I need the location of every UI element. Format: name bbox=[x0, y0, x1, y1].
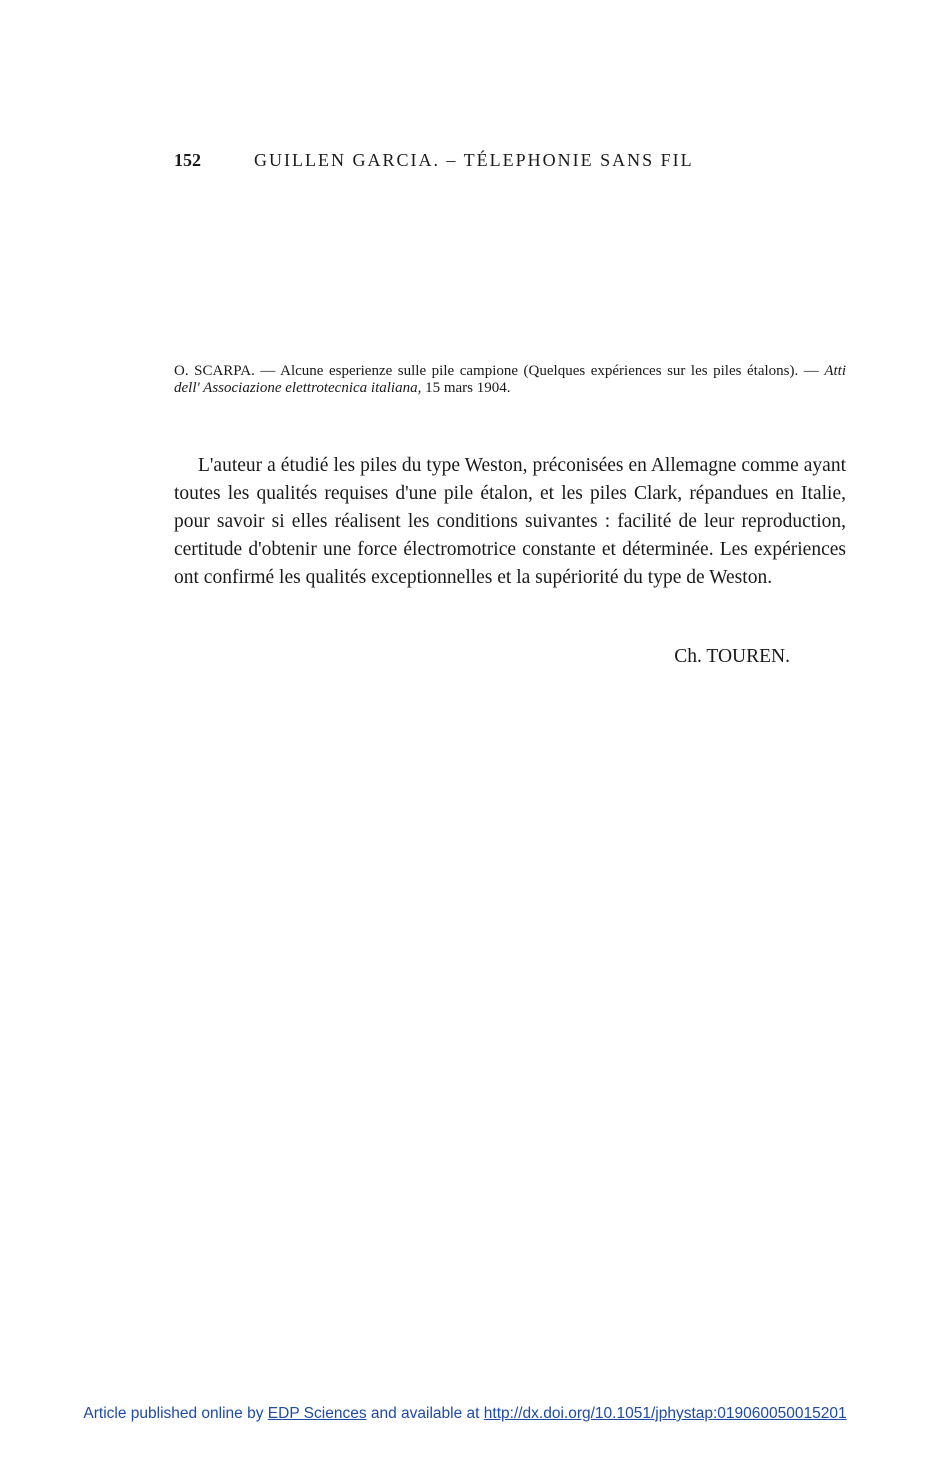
doi-link[interactable]: http://dx.doi.org/10.1051/jphystap:019060050015201 bbox=[483, 1405, 847, 1422]
citation-date: 15 mars 1904. bbox=[425, 380, 511, 396]
citation-author: O. SCARPA. — bbox=[174, 363, 276, 379]
running-head-title: GUILLEN GARCIA. – TÉLEPHONIE SANS FIL bbox=[254, 150, 694, 170]
running-head bbox=[174, 150, 774, 174]
footer-prefix: Article published online by bbox=[83, 1405, 268, 1422]
abstract-paragraph: L'auteur a étudié les piles du type Weston, préconisées en Allemagne comme ayant toutes les qualités requises d'une pile étalon, et les piles Clark, répandues en Italie, pour savoir si elles réalisent les conditions suivantes : facilité de leur reproduction, certitude d'obtenir une force électromotrice constante et déterminée. Les expériences ont confirmé les qualités exceptionnelles et la supériorité du type de Weston. bbox=[174, 455, 846, 588]
citation-separator: — bbox=[798, 363, 825, 379]
publisher-link[interactable]: EDP Sciences bbox=[267, 1405, 367, 1422]
citation-journal: Atti dell' Associazione elettrotecnica italiana, bbox=[174, 363, 846, 396]
footer bbox=[0, 1405, 930, 1423]
citation-title: Alcune esperienze sulle pile campione (Quelques expériences sur les piles étalons). bbox=[280, 363, 799, 379]
signature: Ch. TOUREN. bbox=[674, 646, 790, 667]
page-number: 152 bbox=[174, 150, 201, 170]
citation bbox=[174, 363, 846, 397]
footer-middle: and available at bbox=[366, 1405, 484, 1422]
